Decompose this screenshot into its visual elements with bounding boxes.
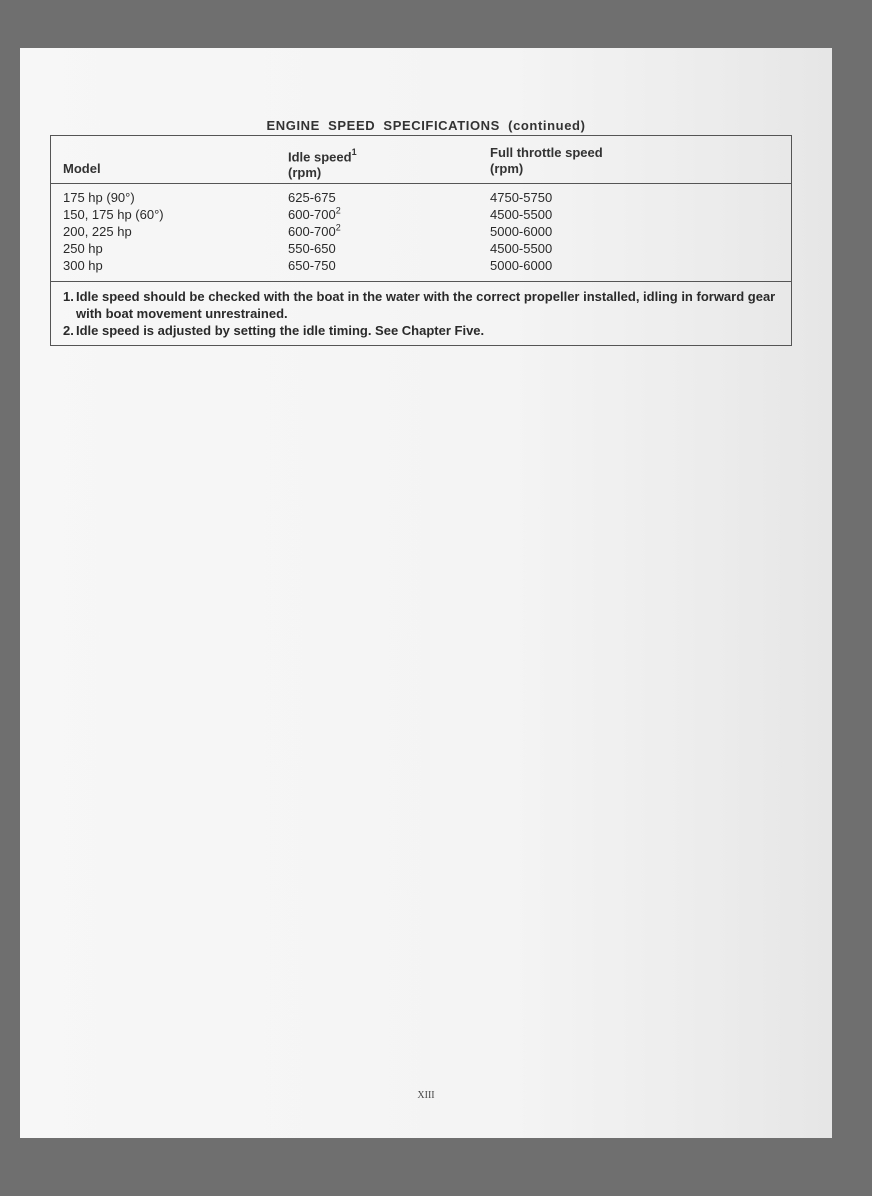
table-header <box>51 136 791 184</box>
footnote-1: 1. Idle speed should be checked with the boat in the water with the correct propeller installed, idling in forward gear with boat movement unrestrained. <box>63 289 776 321</box>
cell-idle: 650-750 <box>288 258 336 273</box>
header-full-throttle-speed: Full throttle speed (rpm) <box>490 145 603 176</box>
engine-speed-table <box>50 135 792 346</box>
table-row <box>51 257 791 274</box>
footnote-2: 2. Idle speed is adjusted by setting the idle timing. See Chapter Five. <box>63 323 485 338</box>
document-page <box>20 48 832 1138</box>
cell-idle: $600-700^2$ <box>288 222 341 239</box>
table-body <box>51 184 791 282</box>
cell-model: 300 hp <box>63 258 103 273</box>
cell-idle: 625-675 <box>288 190 336 205</box>
cell-model: 200, 225 hp <box>63 224 132 239</box>
cell-idle: $600-700^2$ <box>288 205 341 222</box>
header-idle-speed: Idle speed$^1$ (rpm) <box>288 147 357 181</box>
cell-full-throttle: 5000-6000 <box>490 224 553 239</box>
table-row <box>51 189 791 206</box>
page-number: XIII <box>417 1090 435 1101</box>
cell-full-throttle: 5000-6000 <box>490 258 553 273</box>
cell-model: 250 hp <box>63 241 103 256</box>
footnote-ref: 1 <box>351 147 357 157</box>
cell-model: 150, 175 hp (60°) <box>63 207 164 222</box>
header-model: Model <box>63 161 101 176</box>
cell-full-throttle: 4500-5500 <box>490 207 553 222</box>
table-title: ENGINE SPEED SPECIFICATIONS (continued) <box>266 118 586 133</box>
cell-full-throttle: 4750-5750 <box>490 190 553 205</box>
table-row <box>51 206 791 223</box>
cell-full-throttle: 4500-5500 <box>490 241 553 256</box>
cell-idle: 550-650 <box>288 241 336 256</box>
cell-model: 175 hp (90°) <box>63 190 135 205</box>
table-row <box>51 223 791 240</box>
table-row <box>51 240 791 257</box>
